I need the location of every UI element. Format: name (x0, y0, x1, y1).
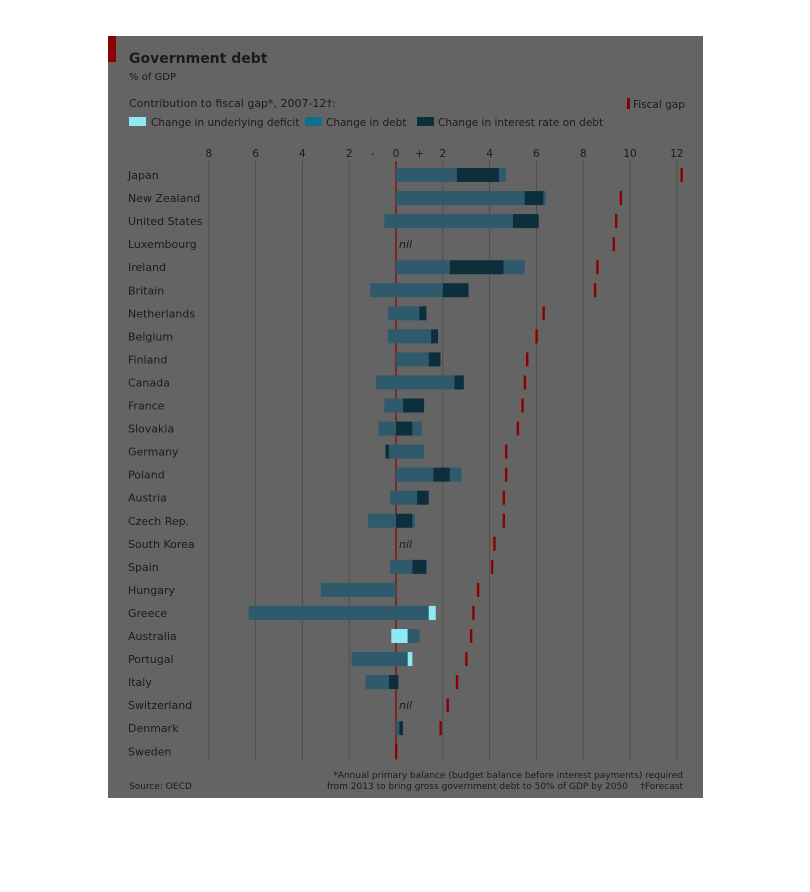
fiscal-gap-marker (521, 399, 523, 413)
bar-segment (403, 399, 424, 413)
bar-segment (396, 560, 412, 574)
bar-segment (366, 675, 389, 689)
country-label: Austria (128, 491, 167, 505)
bar-segment (352, 652, 396, 666)
fiscal-gap-marker (680, 168, 682, 182)
fiscal-gap-marker (503, 514, 505, 528)
x-tick-label: 6 (533, 148, 540, 160)
country-label: New Zealand (128, 192, 201, 206)
bar-segment (396, 399, 403, 413)
x-tick-label: - (370, 148, 375, 160)
country-label: Australia (128, 630, 177, 643)
bar-segment (396, 352, 429, 366)
bar-segment (443, 283, 469, 297)
bar-segment (450, 468, 462, 482)
legend-label-underlying-deficit: Change in underlying deficit (151, 117, 300, 129)
fiscal-gap-marker (526, 352, 528, 366)
country-label: Spain (128, 560, 159, 574)
country-label: Germany (128, 445, 179, 459)
fiscal-gap-marker (470, 629, 472, 643)
country-label: Luxembourg (128, 238, 197, 252)
bar-segment (431, 329, 438, 343)
country-label: Finland (128, 353, 168, 367)
bar-segment (396, 422, 412, 436)
bar-segment (370, 283, 396, 297)
legend-label-fiscal-gap: Fiscal gap (633, 99, 685, 111)
fiscal-gap-markers (395, 168, 683, 758)
country-label: Canada (128, 376, 170, 390)
bar-segment (513, 214, 539, 228)
bar-segment (389, 675, 398, 689)
bar-segment (396, 491, 417, 505)
country-label: Slovakia (128, 422, 175, 436)
bar-segment (396, 375, 455, 389)
country-label: Greece (128, 606, 168, 620)
bar-segment (429, 352, 441, 366)
chart-panel (108, 36, 703, 798)
nil-label: nil (399, 537, 413, 551)
fiscal-gap-marker (542, 306, 544, 320)
x-tick-label: 10 (623, 148, 637, 160)
bar-segment (396, 629, 408, 643)
legend-title: Contribution to fiscal gap*, 2007-12†: (129, 97, 336, 110)
bar-segment (396, 260, 450, 274)
bar-segment (396, 652, 408, 666)
x-tick-label: 2 (439, 148, 447, 160)
legend-label-interest-rate: Change in interest rate on debt (438, 117, 604, 129)
bar-segment (321, 583, 396, 597)
bar-segment (455, 375, 464, 389)
bar-segment (388, 306, 396, 320)
bar-segment (396, 214, 513, 228)
bar-segment (525, 191, 544, 205)
legend-swatch-interest-rate (417, 117, 434, 126)
country-label: Sweden (128, 745, 172, 759)
bar-segment (412, 560, 426, 574)
fiscal-gap-marker (594, 283, 596, 297)
footnote-forecast: †Forecast (640, 782, 683, 792)
country-label: Portugal (128, 653, 174, 667)
country-label: Britain (128, 284, 165, 298)
bar-segment (396, 514, 412, 528)
bar-segment (408, 652, 413, 666)
country-label: Ireland (128, 261, 167, 275)
fiscal-gap-marker (615, 214, 617, 228)
fiscal-gap-marker (456, 675, 458, 689)
chart-title: Government debt (129, 51, 268, 67)
bar-segment (391, 629, 396, 643)
x-tick-label: 12 (670, 148, 684, 160)
country-label: United States (128, 215, 203, 229)
country-labels (127, 169, 203, 758)
country-label: Netherlands (128, 307, 196, 321)
country-label: Japan (128, 169, 159, 182)
x-tick-label: 0 (392, 148, 400, 160)
bar-segment (396, 168, 457, 182)
bar-segment (376, 375, 396, 389)
bar-segment (433, 468, 449, 482)
legend-swatch-underlying-deficit (129, 117, 146, 126)
fiscal-gap-marker (613, 237, 615, 251)
x-tick-label: 4 (486, 148, 493, 160)
bar-segment (408, 629, 420, 643)
chart-subtitle: % of GDP (129, 72, 176, 83)
x-axis-ticks (205, 148, 683, 160)
government-debt-chart (108, 36, 703, 798)
fiscal-gap-marker (503, 491, 505, 505)
country-label: South Korea (128, 537, 195, 551)
bar-segment (396, 721, 400, 735)
legend-swatch-change-in-debt (305, 117, 322, 126)
bar-segment (385, 445, 389, 459)
x-tick-label: 2 (345, 148, 353, 160)
country-label: Hungary (128, 583, 175, 597)
fiscal-gap-marker (517, 422, 519, 436)
bar-segment (396, 445, 424, 459)
legend-swatch-fiscal-gap (627, 98, 630, 109)
bar-segment (390, 491, 396, 505)
fiscal-gap-marker (491, 560, 493, 574)
bar-segment (396, 606, 429, 620)
fiscal-gap-marker (505, 468, 507, 482)
x-tick-label: 8 (579, 148, 587, 160)
country-label: Italy (128, 676, 152, 690)
x-tick-label: + (414, 148, 424, 160)
country-label: Belgium (128, 330, 174, 344)
footnote-line-2: from 2013 to bring gross government debt to 50% of GDP by 2050 (327, 782, 628, 792)
fiscal-gap-marker (524, 375, 526, 389)
bar-segment (396, 468, 433, 482)
bar-segment (396, 283, 443, 297)
bar-segment (419, 306, 426, 320)
bar-segment (450, 260, 504, 274)
fiscal-gap-marker (465, 652, 467, 666)
country-label: Switzerland (128, 699, 193, 713)
fiscal-gap-marker (596, 260, 598, 274)
nil-label: nil (399, 699, 413, 713)
bar-segment (543, 191, 545, 205)
fiscal-gap-marker (535, 329, 537, 343)
fiscal-gap-marker (493, 537, 495, 551)
bar-segment (368, 514, 396, 528)
bar-segment (499, 168, 506, 182)
source-note: Source: OECD (129, 782, 192, 792)
country-label: Denmark (128, 722, 179, 736)
x-tick-label: 6 (252, 148, 259, 160)
bar-segment (400, 721, 404, 735)
bar-segment (412, 514, 414, 528)
bar-segment (384, 214, 396, 228)
bar-segment (504, 260, 525, 274)
country-label: France (128, 399, 165, 413)
fiscal-gap-marker (439, 721, 441, 735)
bar-segment (396, 191, 525, 205)
fiscal-gap-marker (477, 583, 479, 597)
bar-segment (388, 329, 396, 343)
footnote-line-1: *Annual primary balance (budget balance before interest payments) required (333, 771, 683, 781)
fiscal-gap-marker (505, 445, 507, 459)
nil-label: nil (399, 238, 413, 252)
x-tick-label: 8 (205, 148, 213, 160)
country-label: Poland (128, 468, 165, 482)
bar-segment (457, 168, 499, 182)
bar-segment (384, 399, 396, 413)
accent-bar (108, 36, 116, 62)
bar-segment (378, 422, 396, 436)
bar-segment (412, 422, 421, 436)
legend-label-change-in-debt: Change in debt (326, 117, 407, 129)
fiscal-gap-marker (446, 698, 448, 712)
bar-segment (249, 606, 396, 620)
bar-segment (396, 329, 431, 343)
bar-segment (417, 491, 429, 505)
fiscal-gap-marker (395, 744, 397, 758)
gridlines (209, 161, 677, 760)
bar-segment (390, 560, 396, 574)
bars (249, 168, 546, 735)
fiscal-gap-marker (472, 606, 474, 620)
x-tick-label: 4 (299, 148, 306, 160)
fiscal-gap-marker (620, 191, 622, 205)
country-label: Czech Rep. (128, 514, 190, 528)
bar-segment (429, 606, 436, 620)
bar-segment (396, 306, 419, 320)
bar-segment (389, 445, 396, 459)
